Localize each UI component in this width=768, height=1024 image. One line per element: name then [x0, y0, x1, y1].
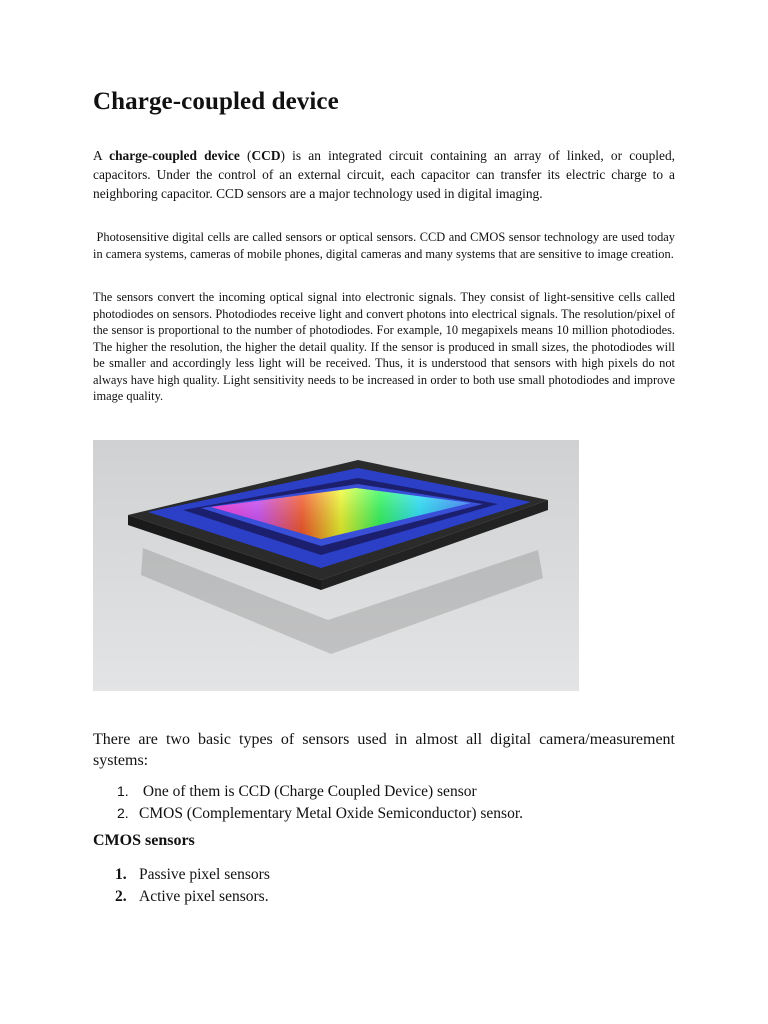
list-item [93, 864, 270, 886]
cmos-heading: CMOS sensors [93, 832, 195, 849]
list-item [93, 803, 523, 825]
list-item [93, 886, 270, 908]
list-item-text: Active pixel sensors. [139, 887, 269, 905]
list-item [93, 781, 523, 803]
list-item-number: 1. [115, 866, 127, 883]
sensors-paragraph: Photosensitive digital cells are called sensors or optical sensors. CCD and CMOS sensor technology are used today in camera systems, cameras of mobile phones, digital cameras and many systems that are sensitive to image creation. [93, 230, 675, 261]
cmos-types-list [93, 864, 270, 907]
ccd-sensor-image [93, 440, 579, 691]
intro-term: charge-coupled device [109, 148, 240, 163]
photodiodes-paragraph: The sensors convert the incoming optical signal into electronic signals. They consist of light-sensitive cells called photodiodes on sensors. Photodiodes receive light and convert photons into electrical signals. The resolution/pixel of the sensor is proportional to the number of photodiodes. For example, 10 megapixels means 10 million photodiodes. The higher the resolution, the higher the detail quality. If the sensor is produced in small sizes, the photodiodes will be smaller and accordingly less light will be received. Thus, it is understood that sensors with high pixels do not always have high quality. Light sensitivity needs to be increased in order to both use small photodiodes and improve image quality. [93, 290, 675, 403]
intro-prefix: A [93, 148, 110, 163]
intro-abbr: CCD [251, 148, 281, 163]
page-title: Charge-coupled device [93, 88, 339, 115]
list-item-text: Passive pixel sensors [139, 866, 270, 883]
intro-paragraph [93, 146, 675, 203]
sensor-types-intro: There are two basic types of sensors used in almost all digital camera/measurement systems: [93, 731, 675, 769]
intro-paren: ( [239, 148, 252, 163]
list-item-text: CMOS (Complementary Metal Oxide Semiconductor) sensor. [139, 804, 523, 822]
sensor-types-list [93, 781, 523, 824]
list-item-number: 2. [117, 804, 129, 821]
intro-rest: ) is an integrated circuit containing an array of linked, or coupled, capacitors. Under the control of an external circuit, each capacitor can transfer its electric charge to a neighboring capacitor. CCD sensors are a major technology used in digital imaging. [93, 148, 676, 201]
list-item-number: 2. [115, 887, 127, 905]
list-item-number: 1. [117, 783, 129, 799]
list-item-text: One of them is CCD (Charge Coupled Device) sensor [139, 783, 477, 800]
ccd-sensor-chip-icon [93, 440, 579, 691]
